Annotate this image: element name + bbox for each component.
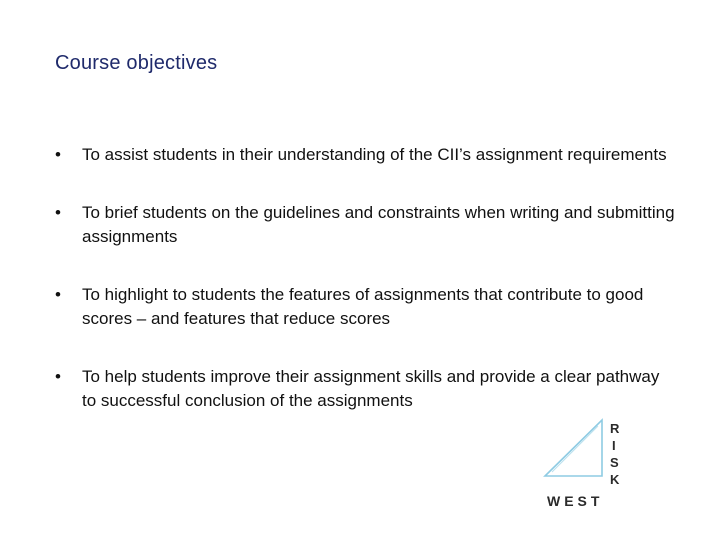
logo-letter-r: R <box>610 421 620 436</box>
logo-letter-s: S <box>610 455 619 470</box>
list-item-text: To help students improve their assignment skills and provide a clear pathway to successful conclusion of the assignments <box>82 367 660 410</box>
bullet-icon: • <box>55 367 61 386</box>
logo-triangle-hatch <box>552 426 598 472</box>
list-item <box>55 201 675 249</box>
risk-west-logo <box>540 418 640 514</box>
logo-letter-k: K <box>610 472 620 487</box>
objectives-list <box>55 143 675 447</box>
list-item-text: To brief students on the guidelines and constraints when writing and submitting assignments <box>82 203 675 246</box>
list-item-text: To highlight to students the features of assignments that contribute to good scores – and features that reduce scores <box>82 285 644 328</box>
logo-word: WEST <box>547 493 604 509</box>
bullet-icon: • <box>55 203 61 222</box>
bullet-icon: • <box>55 145 61 164</box>
list-item <box>55 365 675 413</box>
list-item-text: To assist students in their understanding of the CII’s assignment requirements <box>82 145 667 164</box>
logo-triangle-icon <box>545 420 602 476</box>
list-item <box>55 283 675 331</box>
slide-title: Course objectives <box>55 52 218 74</box>
logo-letter-i: I <box>612 438 616 453</box>
list-item <box>55 143 675 167</box>
bullet-icon: • <box>55 285 61 304</box>
